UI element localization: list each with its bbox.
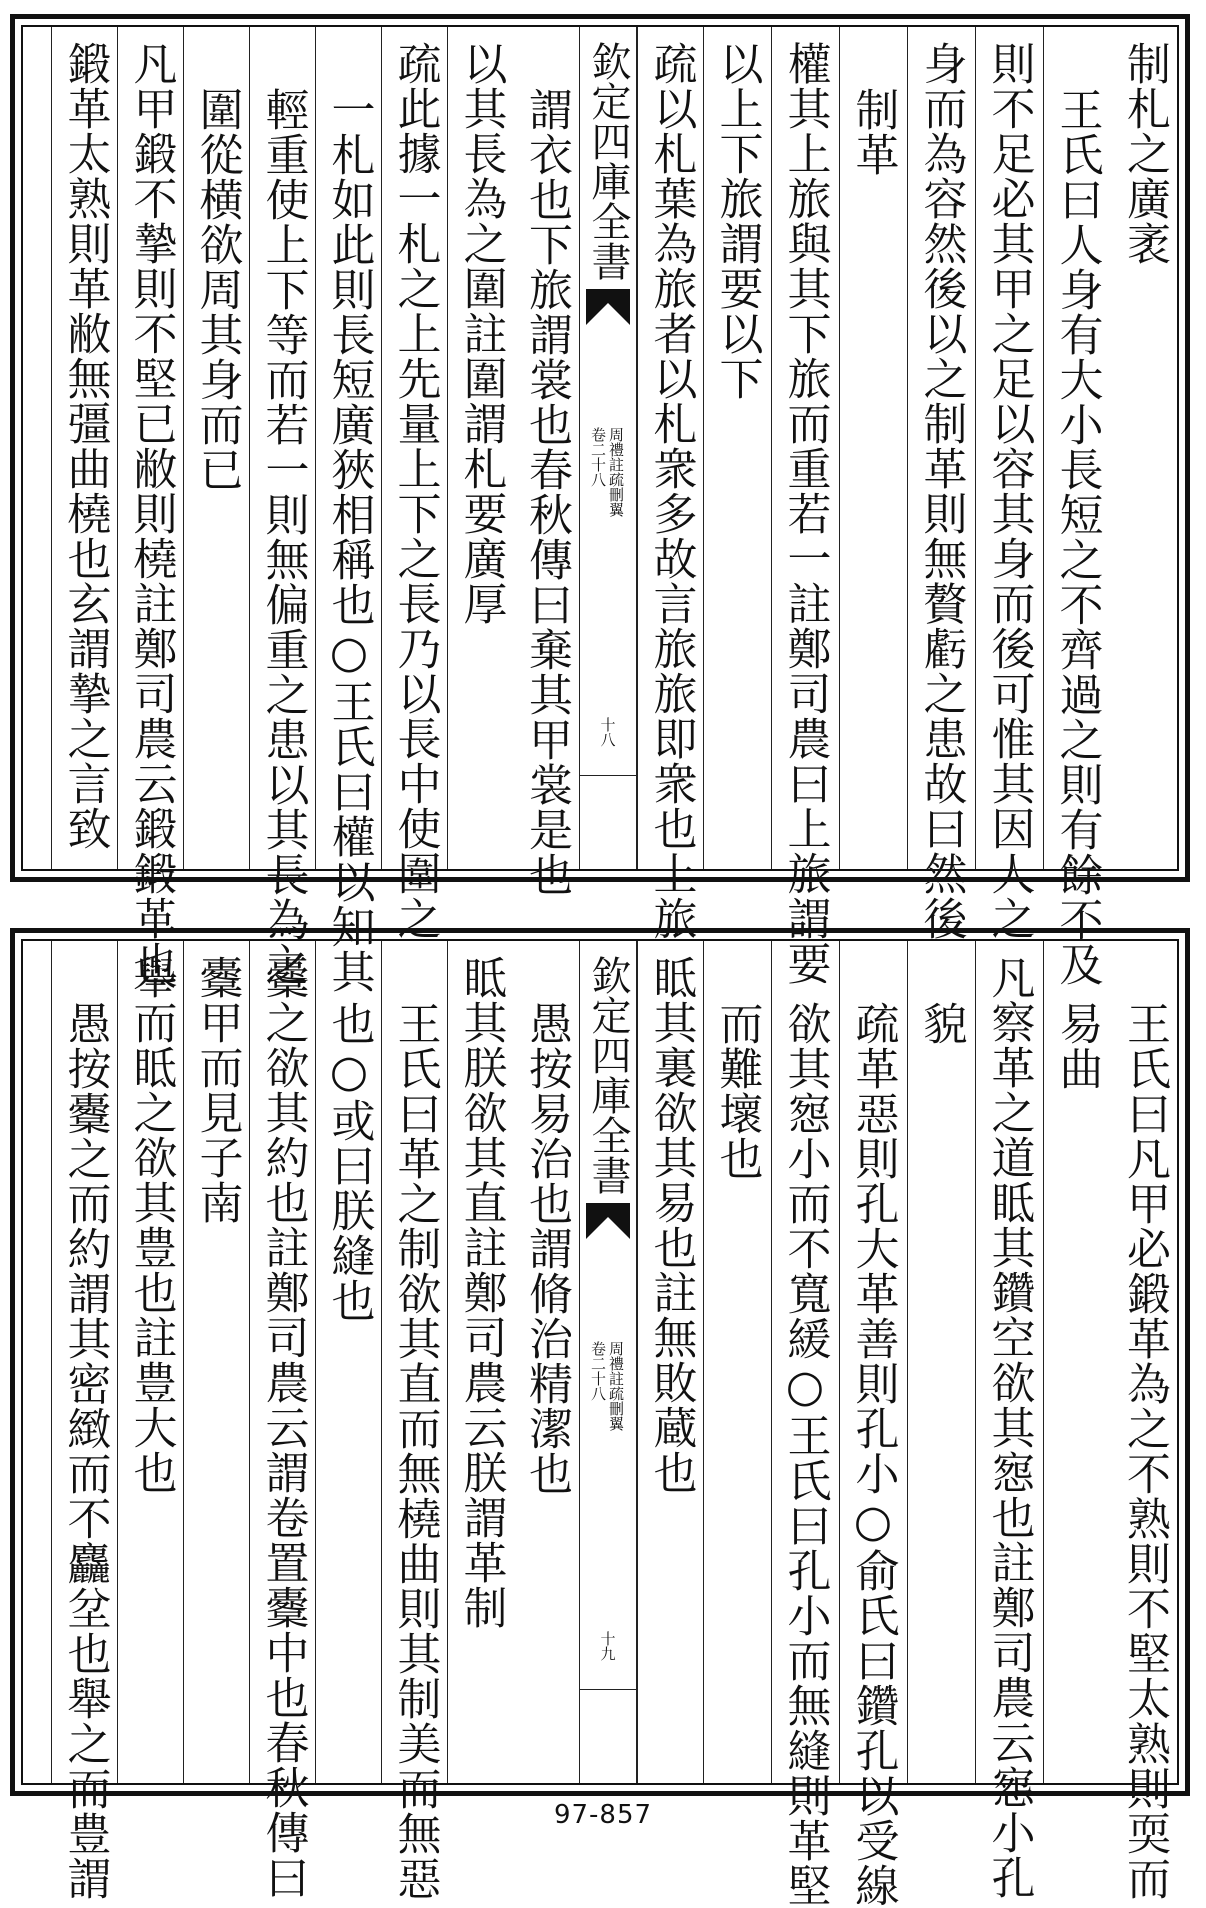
column-text: 凡甲鍛不摯則不堅已敝則橈註鄭司農云鍛鍛革也 (125, 41, 177, 986)
fish-tail-mark-icon (586, 1203, 630, 1239)
text-column (771, 27, 837, 986)
fish-tail-mark-icon (586, 289, 630, 325)
text-column (703, 27, 769, 869)
column-text: 則不足必其甲之足以容其身而後可惟其因人之 (983, 41, 1035, 941)
book-title: 周禮註疏刪翼 (607, 1341, 625, 1431)
column-text: 制革 (847, 87, 899, 177)
column-text: 而難壞也 (711, 1001, 763, 1181)
column-text: 櫜甲而見子南 (191, 955, 243, 1225)
column-text: 權其上旅與其下旅而重若一註鄭司農曰上旅謂要 (779, 41, 831, 986)
column-text: 疏以札葉為旅者以札衆多故言旅旅即衆也上旅 (645, 41, 697, 941)
column-text: 王氏曰人身有大小長短之不齊過之則有餘不及 (1051, 87, 1103, 987)
column-text: 制札之廣袤 (1119, 41, 1170, 266)
top-half-page (10, 14, 1190, 994)
text-column (771, 941, 837, 1908)
column-text: 以上下旅謂要以下 (711, 41, 763, 401)
juan-number: 卷二十八 (589, 427, 607, 487)
text-column (513, 27, 579, 897)
column-text: 舉而眡之欲其豊也註豊大也 (125, 955, 177, 1495)
text-column (117, 941, 183, 1783)
top-text-frame (21, 25, 1179, 994)
column-text: 欲其惌小而不寬緩○王氏曰孔小而無縫則革堅 (779, 1001, 831, 1908)
text-column (117, 27, 183, 986)
column-text: 謂衣也下旅謂裳也春秋傳曰棄其甲裳是也 (521, 87, 572, 897)
text-column (183, 27, 249, 869)
column-text: 貌 (915, 1001, 967, 1046)
column-text: 愚按易治也謂脩治精潔也 (521, 1001, 572, 1496)
text-column (839, 941, 905, 1908)
text-column (249, 941, 315, 1900)
book-title: 周禮註疏刪翼 (607, 427, 625, 517)
text-column (447, 27, 513, 869)
gutter-rule (580, 1689, 636, 1690)
page-number: 十九 (598, 1631, 617, 1661)
text-column (1111, 941, 1177, 1901)
text-column (51, 941, 117, 1901)
text-column (381, 27, 447, 941)
column-text: 眡其裏欲其易也註無敗蔵也 (645, 955, 697, 1495)
text-column (1043, 941, 1109, 1783)
text-column (839, 27, 905, 869)
text-column (637, 27, 703, 941)
column-text: 輕重使上下等而若一則無偏重之患以其長為之 (257, 87, 309, 987)
juan-number: 卷二十八 (589, 1341, 607, 1401)
column-text: 鍛革太熟則革敝無彊曲橈也玄謂摯之言致 (59, 41, 111, 851)
column-text: 王氏曰凡甲必鍛革為之不熟則不堅太熟則耎而 (1119, 1001, 1170, 1901)
center-gutter (579, 27, 637, 869)
column-text: 愚按櫜之而約謂其密緻而不麤坌也舉之而豊謂 (59, 1001, 111, 1901)
text-column (249, 27, 315, 987)
text-column (975, 27, 1041, 941)
column-text: 疏革惡則孔大革善則孔小○俞氏曰鑽孔以受線 (847, 1001, 899, 1908)
text-column (637, 941, 703, 1783)
text-column (315, 941, 381, 1783)
column-text: 凡察革之道眡其鑽空欲其惌也註鄭司農云惌小孔 (983, 955, 1035, 1900)
text-column (703, 941, 769, 1783)
text-column (975, 941, 1041, 1900)
text-column (513, 941, 579, 1783)
library-title: 欽定四庫全書 (585, 41, 631, 281)
column-text: 疏此據一札之上先量上下之長乃以長中使圍之 (389, 41, 441, 941)
center-gutter (579, 941, 637, 1783)
text-column (1111, 27, 1177, 869)
text-column (447, 941, 513, 1783)
text-column (183, 941, 249, 1783)
text-column (907, 941, 973, 1783)
column-text: 易曲 (1051, 1001, 1103, 1091)
text-column (381, 941, 447, 1901)
text-column (1043, 27, 1109, 987)
column-text: 眡其朕欲其直註鄭司農云朕謂革制 (455, 955, 507, 1630)
gutter-rule (580, 775, 636, 776)
column-text: 也○或曰朕縫也 (323, 1001, 375, 1323)
column-text: 圍從横欲周其身而已 (191, 87, 243, 492)
text-column (51, 27, 117, 869)
scan-page-number: 97-857 (553, 1800, 653, 1830)
column-text: 一札如此則長短廣狹相稱也○王氏曰權以知其 (323, 87, 375, 994)
column-text: 以其長為之圍註圍謂札要廣厚 (455, 41, 507, 626)
column-text: 櫜之欲其約也註鄭司農云謂卷置櫜中也春秋傳曰 (257, 955, 309, 1900)
page-number: 十八 (598, 717, 617, 747)
library-title: 欽定四庫全書 (585, 955, 631, 1195)
text-column (907, 27, 973, 941)
text-column (315, 27, 381, 994)
column-text: 身而為容然後以之制革則無贅虧之患故曰然後 (915, 41, 967, 941)
column-text: 王氏曰革之制欲其直而無橈曲則其制美而無惡 (389, 1001, 441, 1901)
